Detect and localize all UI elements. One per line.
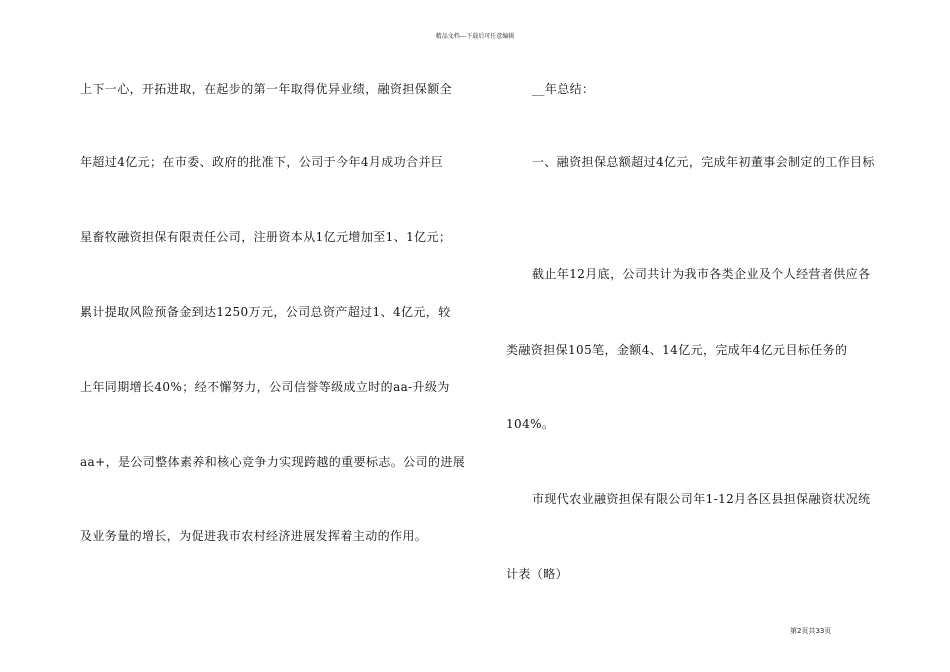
page-header: 精品文档---下载后可任意编辑 [435, 33, 515, 40]
right-line-3: 截止年12月底，公司共计为我市各类企业及个人经营者供应各 [532, 267, 871, 281]
left-line-6: aa+，是公司整体素养和核心竞争力实现跨越的重要标志。公司的进展 [80, 455, 466, 469]
right-line-1: __年总结： [532, 82, 595, 96]
left-line-4: 累计提取风险预备金到达1250万元，公司总资产超过1、4亿元，较 [80, 305, 451, 319]
page-number: 第2页共33页 [790, 627, 832, 635]
left-line-1: 上下一心，开拓进取，在起步的第一年取得优异业绩，融资担保额全 [80, 82, 453, 96]
left-line-5: 上年同期增长40%；经不懈努力，公司信誉等级成立时的aa-升级为 [80, 380, 450, 394]
left-line-3: 星畜牧融资担保有限责任公司，注册资本从1亿元增加至1、1亿元； [80, 230, 452, 244]
right-line-5: 104%。 [506, 417, 555, 431]
left-line-7: 及业务量的增长，为促进我市农村经济进展发挥着主动的作用。 [80, 529, 428, 543]
right-line-6: 市现代农业融资担保有限公司年1-12月各区县担保融资状况统 [532, 492, 871, 506]
right-line-2: 一、融资担保总额超过4亿元，完成年初董事会制定的工作目标 [532, 155, 875, 169]
left-line-2: 年超过4亿元；在市委、政府的批准下，公司于今年4月成功合并巨 [80, 155, 444, 169]
right-line-4: 类融资担保105笔，金额4、14亿元，完成年4亿元目标任务的 [506, 343, 848, 357]
right-line-7: 计表（略） [506, 567, 569, 581]
